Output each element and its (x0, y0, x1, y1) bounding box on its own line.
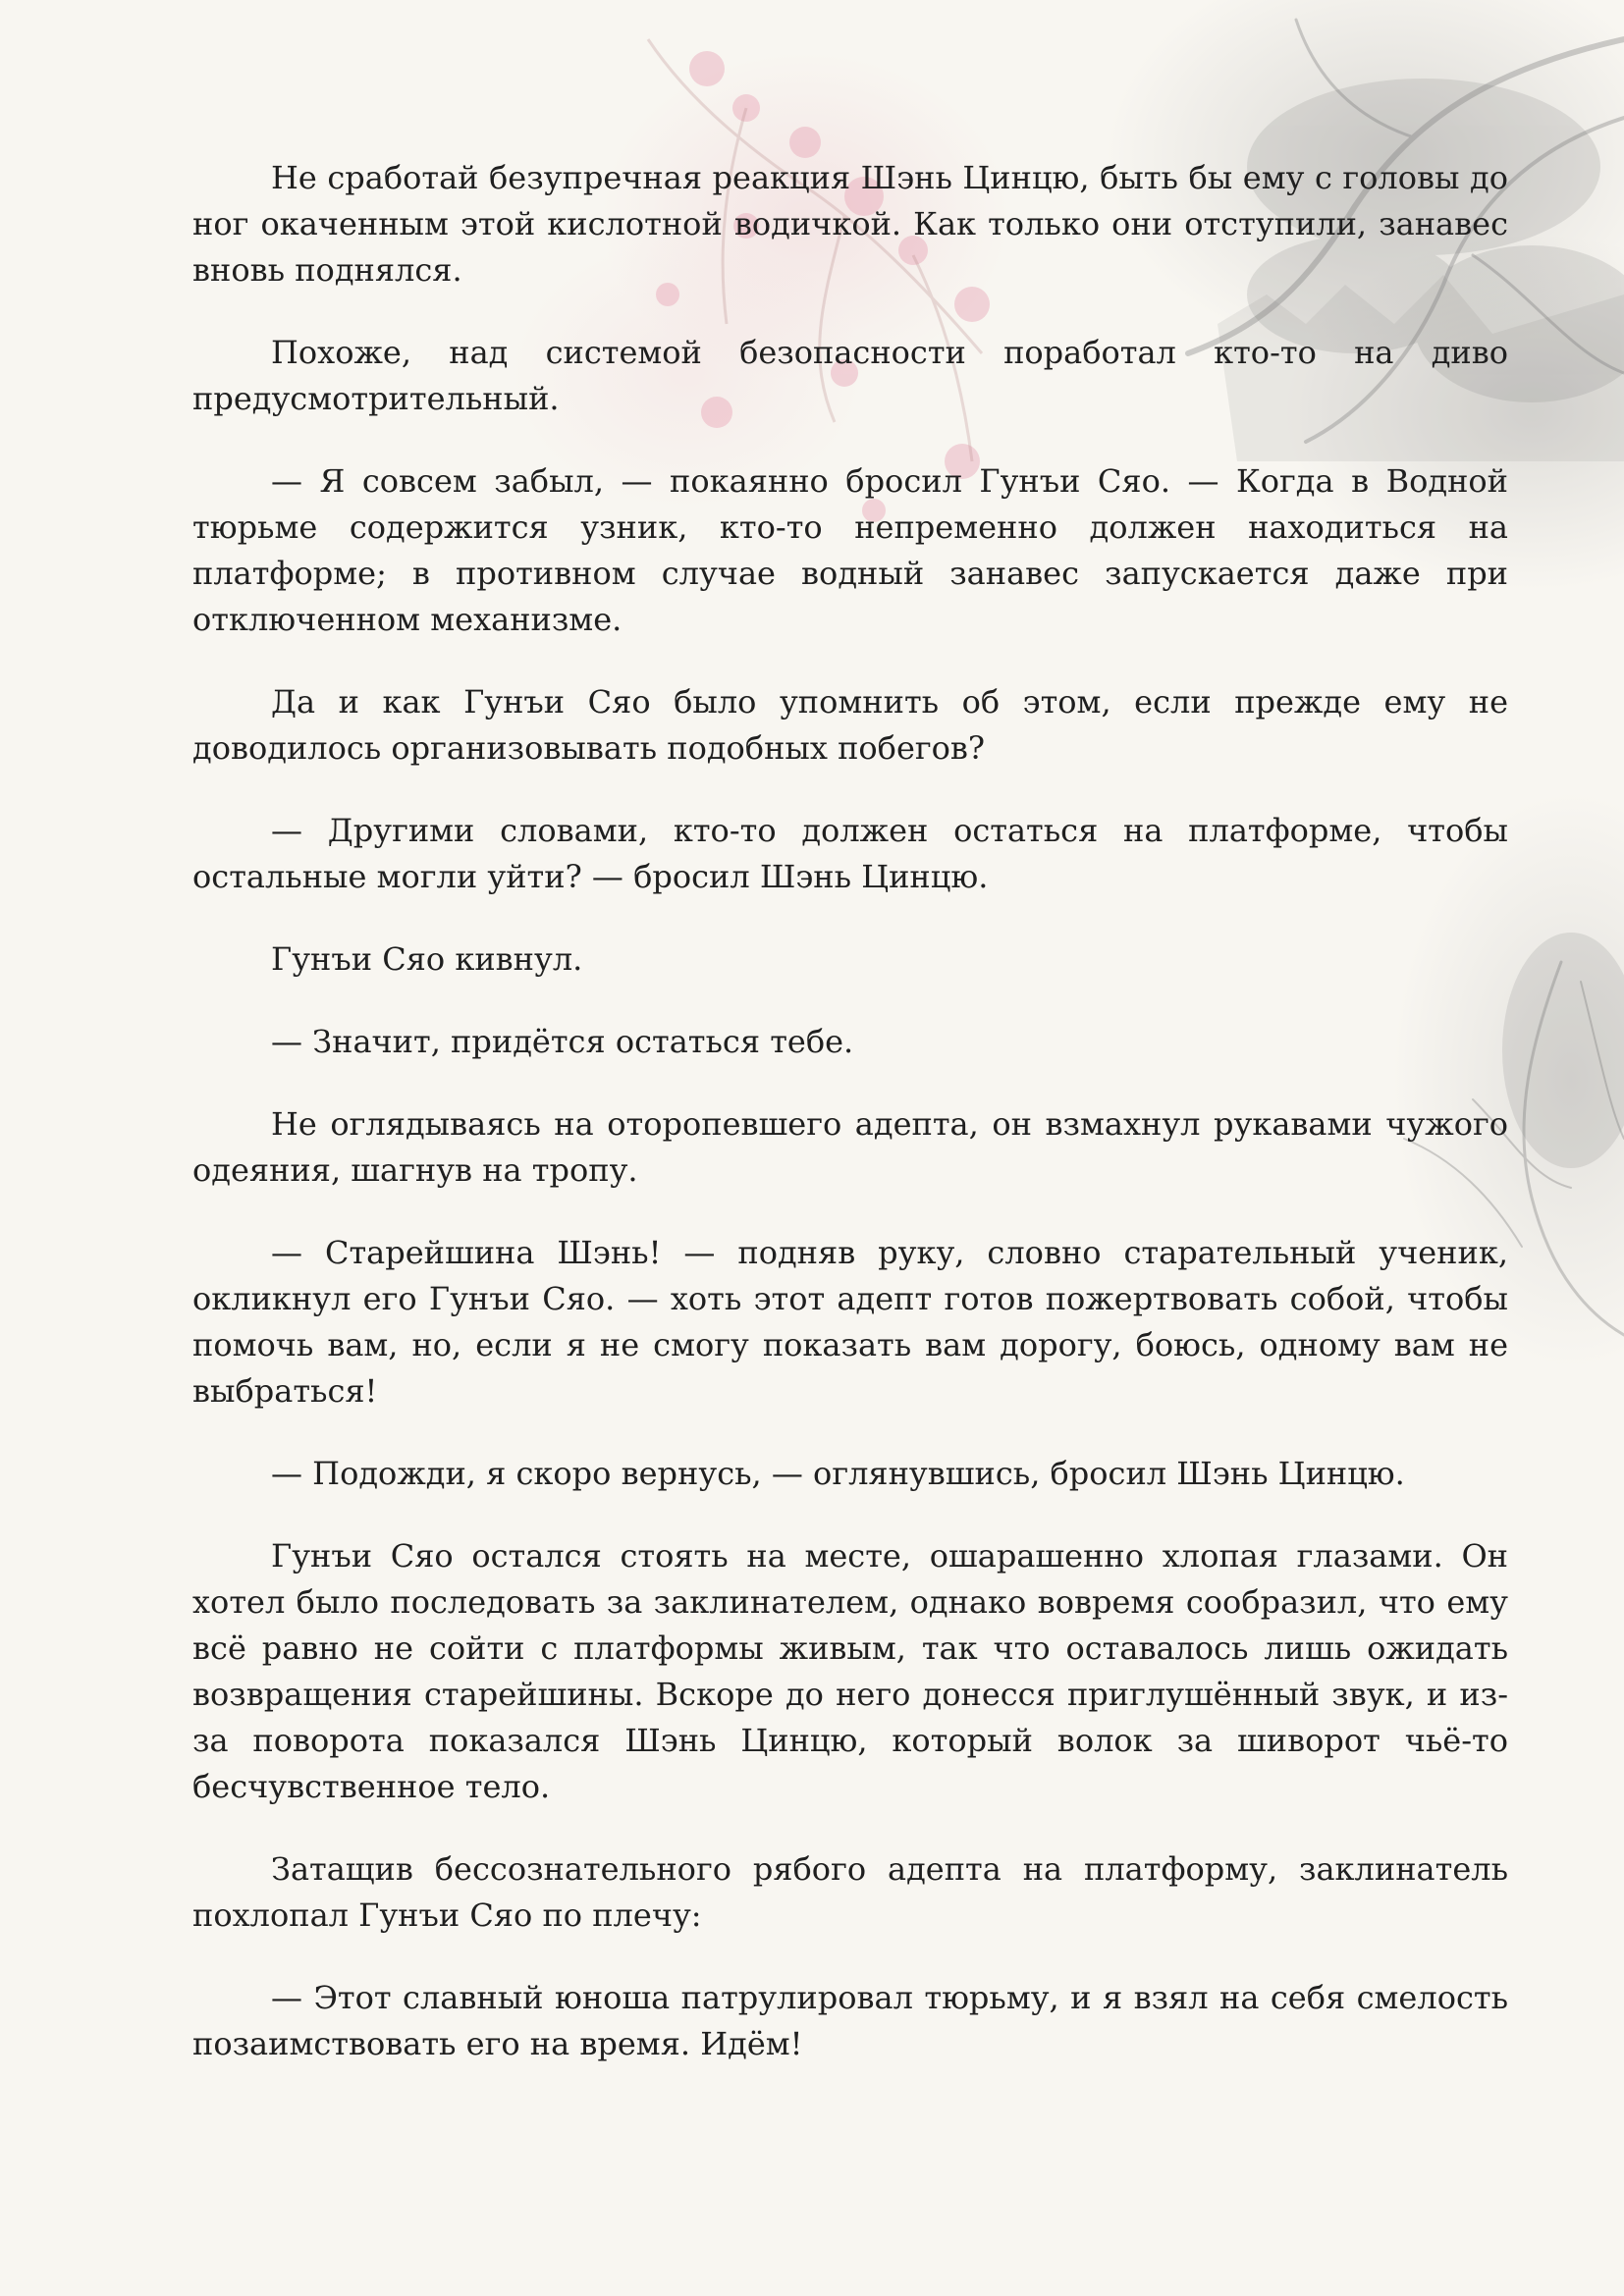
paragraph: Затащив бессознательного рябого адепта на платформу, заклинатель похлопал Гунъи Сяо по плечу: (192, 1850, 1508, 1934)
paragraph: — Значит, придётся остаться тебе. (271, 1023, 854, 1060)
paragraph: — Этот славный юноша патрулировал тюрьму, и я взял на себя смелость позаимствовать его на время. Идём! (192, 1979, 1508, 2062)
paragraph: Не оглядываясь на оторопевшего адепта, он взмахнул рукавами чужого одеяния, шагнув на тропу. (192, 1105, 1508, 1189)
paragraph: — Другими словами, кто-то должен остаться на платформе, чтобы остальные могли уйти? — бросил Шэнь Цинцю. (192, 812, 1508, 895)
paragraph: — Старейшина Шэнь! — подняв руку, словно старательный ученик, окликнул его Гунъи Сяо. — хоть этот адепт готов пожертвовать собой, чтобы помочь вам, но, если я не смогу показать вам дорогу, боюсь, одному вам не выбраться! (192, 1234, 1508, 1410)
story-text (192, 155, 1508, 2104)
paragraph: — Подожди, я скоро вернусь, — оглянувшись, бросил Шэнь Цинцю. (271, 1455, 1405, 1492)
paragraph: Гунъи Сяо остался стоять на месте, ошарашенно хлопая глазами. Он хотел было последовать за заклинателем, однако вовремя сообразил, что ему всё равно не сойти с платформы живым, так что оставалось лишь ожидать возвращения старейшины. Вскоре до него донесся приглушённый звук, и из-за поворота показался Шэнь Цинцю, который волок за шиворот чьё-то бесчувственное тело. (192, 1537, 1508, 1805)
paragraph: Гунъи Сяо кивнул. (271, 940, 583, 978)
paragraph: — Я совсем забыл, — покаянно бросил Гунъи Сяо. — Когда в Водной тюрьме содержится узник, кто-то непременно должен находиться на платформе; в противном случае водный занавес запускается даже при отключенном механизме. (192, 462, 1508, 638)
paragraph: Похоже, над системой безопасности поработал кто-то на диво предусмотрительный. (192, 334, 1508, 417)
paragraph: Да и как Гунъи Сяо было упомнить об этом, если прежде ему не доводилось организовывать подобных побегов? (192, 683, 1508, 767)
paragraph: Не сработай безупречная реакция Шэнь Цинцю, быть бы ему с головы до ног окаченным этой кислотной водичкой. Как только они отступили, занавес вновь поднялся. (192, 159, 1508, 289)
